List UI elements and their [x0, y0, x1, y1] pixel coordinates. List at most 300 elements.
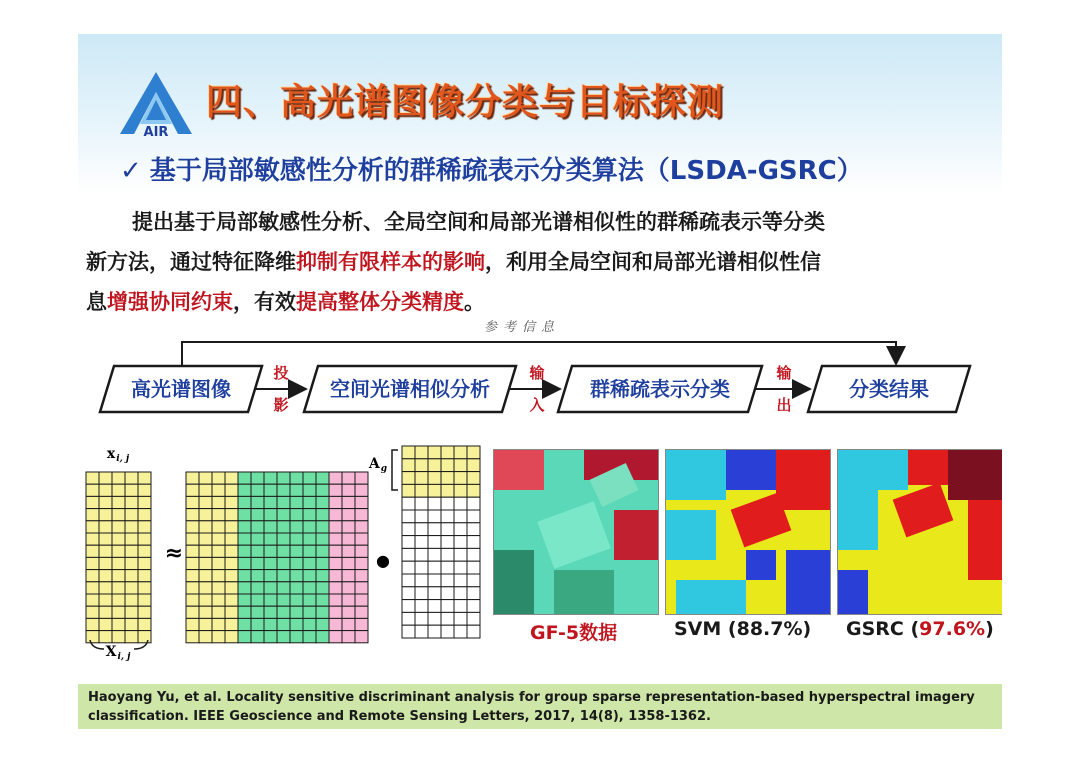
- matrix-dictionary-cell: [225, 618, 238, 630]
- matrix-dictionary-cell: [186, 472, 199, 484]
- connector-3-bottom: 出: [776, 396, 792, 414]
- matrix-dictionary-cell: [290, 570, 303, 582]
- matrix-dictionary-cell: [277, 631, 290, 643]
- matrix-x-cell: [99, 472, 112, 484]
- matrix-coefficients-cell: [415, 574, 428, 587]
- matrix-coefficients-cell: [428, 548, 441, 561]
- highlight-limited-samples: 抑制有限样本的影响: [296, 250, 485, 274]
- matrix-coefficients-cell: [415, 600, 428, 613]
- matrix-x-cell: [86, 618, 99, 630]
- matrix-coefficients-cell: [454, 536, 467, 549]
- matrix-dictionary-cell: [290, 557, 303, 569]
- matrix-x-cell: [86, 509, 99, 521]
- matrix-dictionary-cell: [303, 472, 316, 484]
- matrix-coefficients-cell: [467, 600, 480, 613]
- body-line-3-b: ，有效: [233, 290, 296, 314]
- matrix-dictionary-cell: [316, 472, 329, 484]
- matrix-dictionary-cell: [329, 618, 342, 630]
- matrix-dictionary-cell: [186, 594, 199, 606]
- flow-diagram: [78, 334, 1002, 424]
- matrix-coefficients-cell: [441, 600, 454, 613]
- matrix-coefficients-cell: [428, 625, 441, 638]
- matrix-dictionary-cell: [199, 472, 212, 484]
- page-title: 四、高光谱图像分类与目标探测: [206, 82, 725, 123]
- matrix-x-cell: [99, 570, 112, 582]
- matrix-dictionary-cell: [355, 472, 368, 484]
- matrix-x-cell: [112, 557, 125, 569]
- citation-line-2: classification. IEEE Geoscience and Remote Sensing Letters, 2017, 14(8), 1358-1362.: [88, 709, 711, 724]
- air-logo-icon: [116, 70, 196, 140]
- matrix-dictionary-cell: [212, 533, 225, 545]
- matrix-coefficients-cell: [428, 600, 441, 613]
- matrix-dictionary-cell: [264, 631, 277, 643]
- matrix-dictionary-cell: [290, 618, 303, 630]
- matrix-x-cell: [138, 496, 151, 508]
- matrix-dictionary-cell: [303, 631, 316, 643]
- matrix-x-cell: [112, 484, 125, 496]
- matrix-coefficients-cell: [415, 523, 428, 536]
- matrix-dictionary-cell: [329, 484, 342, 496]
- matrix-coefficients-cell: [467, 510, 480, 523]
- caption-svm: SVM (88.7%): [674, 618, 812, 640]
- matrix-dictionary-cell: [290, 594, 303, 606]
- matrix-dictionary-cell: [238, 472, 251, 484]
- matrix-dictionary-cell: [316, 509, 329, 521]
- matrix-dictionary-cell: [212, 582, 225, 594]
- matrix-coefficients-cell: [402, 523, 415, 536]
- matrix-dictionary-cell: [355, 496, 368, 508]
- matrix-dictionary-cell: [251, 545, 264, 557]
- matrix-x-cell: [112, 570, 125, 582]
- matrix-coefficients-cell: [454, 587, 467, 600]
- matrix-dictionary-cell: [277, 545, 290, 557]
- reference-tag: 参考信息: [484, 320, 561, 335]
- body-line-2-a: 新方法，通过特征降维: [86, 250, 296, 274]
- matrix-dictionary-cell: [342, 594, 355, 606]
- matrix-dictionary-cell: [303, 618, 316, 630]
- matrix-dictionary-cell: [186, 509, 199, 521]
- matrix-coefficients-cell: [441, 536, 454, 549]
- matrix-dictionary-cell: [225, 631, 238, 643]
- matrix-x-cell: [112, 631, 125, 643]
- logo-text: AIR: [143, 125, 169, 140]
- matrix-dictionary-cell: [251, 484, 264, 496]
- matrix-x-cell: [125, 496, 138, 508]
- matrix-coefficients-cell: [428, 523, 441, 536]
- matrix-coefficients-cell: [415, 497, 428, 510]
- matrix-coefficients: [402, 446, 480, 638]
- matrix-illustration: [78, 444, 490, 669]
- matrix-x-cell: [138, 484, 151, 496]
- matrix-dictionary-cell: [290, 509, 303, 521]
- matrix-dictionary-cell: [264, 521, 277, 533]
- matrix-x-cell: [86, 582, 99, 594]
- matrix-dictionary-cell: [316, 533, 329, 545]
- matrix-coefficients-cell: [454, 459, 467, 472]
- matrix-dictionary-cell: [342, 484, 355, 496]
- flow-box-4-label: 分类结果: [849, 377, 929, 401]
- matrix-dictionary-cell: [342, 509, 355, 521]
- matrix-dictionary-cell: [212, 606, 225, 618]
- flow-box-1-label: 高光谱图像: [131, 377, 231, 401]
- matrix-coefficients-cell: [441, 561, 454, 574]
- matrix-dictionary-cell: [355, 570, 368, 582]
- matrix-dictionary-cell: [212, 496, 225, 508]
- matrix-x-cell: [86, 594, 99, 606]
- matrix-dictionary-cell: [212, 631, 225, 643]
- citation-line-1: Haoyang Yu, et al. Locality sensitive discriminant analysis for group sparse representation-based hyperspectral imagery: [88, 690, 975, 705]
- matrix-x-cell: [99, 545, 112, 557]
- matrix-dictionary-cell: [316, 484, 329, 496]
- matrix-dictionary-cell: [264, 533, 277, 545]
- connector-1-bottom: 影: [273, 396, 289, 414]
- matrix-coefficients-cell: [415, 446, 428, 459]
- matrix-dictionary-cell: [238, 521, 251, 533]
- caption-gsrc-value: 97.6%: [919, 618, 986, 640]
- matrix-dictionary-cell: [316, 582, 329, 594]
- matrix-dictionary-cell: [303, 509, 316, 521]
- dot-symbol: ●: [376, 551, 390, 570]
- matrix-x-cell: [112, 582, 125, 594]
- matrix-dictionary-cell: [316, 618, 329, 630]
- matrix-x-cell: [99, 484, 112, 496]
- matrix-coefficients-cell: [402, 446, 415, 459]
- bracket-a-icon: [392, 450, 398, 490]
- matrix-dictionary-cell: [225, 545, 238, 557]
- flow-box-2-label: 空间光谱相似分析: [330, 377, 490, 401]
- matrix-dictionary-cell: [238, 496, 251, 508]
- matrix-coefficients-cell: [467, 446, 480, 459]
- matrix-dictionary-cell: [238, 618, 251, 630]
- matrix-dictionary-cell: [329, 570, 342, 582]
- matrix-x-cell: [112, 521, 125, 533]
- matrix-coefficients-cell: [454, 510, 467, 523]
- matrix-coefficients-cell: [454, 484, 467, 497]
- matrix-dictionary-cell: [355, 521, 368, 533]
- matrix-x-cell: [86, 570, 99, 582]
- matrix-coefficients-cell: [415, 587, 428, 600]
- matrix-coefficients-cell: [415, 612, 428, 625]
- matrix-dictionary-cell: [212, 509, 225, 521]
- matrix-dictionary-cell: [199, 521, 212, 533]
- matrix-x-cell: [125, 545, 138, 557]
- matrix-dictionary-cell: [238, 484, 251, 496]
- matrix-dictionary-cell: [316, 606, 329, 618]
- matrix-dictionary: [186, 472, 368, 643]
- feedback-arrow: [182, 342, 896, 366]
- matrix-dictionary-cell: [238, 557, 251, 569]
- caption-gf5: GF-5数据: [530, 622, 618, 644]
- matrix-dictionary-cell: [303, 484, 316, 496]
- checkmark-icon: ✓: [120, 156, 142, 186]
- matrix-dictionary-cell: [225, 606, 238, 618]
- matrix-dictionary-cell: [199, 582, 212, 594]
- matrix-dictionary-cell: [264, 484, 277, 496]
- matrix-dictionary-cell: [186, 521, 199, 533]
- matrix-dictionary-cell: [264, 496, 277, 508]
- result-tile-gsrc: [837, 449, 1002, 615]
- matrix-x-cell: [99, 509, 112, 521]
- matrix-dictionary-cell: [199, 496, 212, 508]
- matrix-coefficients-cell: [428, 587, 441, 600]
- matrix-coefficients-cell: [402, 484, 415, 497]
- connector-2-bottom: 入: [529, 396, 545, 414]
- matrix-coefficients-cell: [428, 497, 441, 510]
- matrix-dictionary-cell: [199, 533, 212, 545]
- matrix-dictionary-cell: [186, 570, 199, 582]
- approx-symbol: ≈: [164, 541, 184, 566]
- matrix-coefficients-cell: [428, 472, 441, 485]
- matrix-coefficients-cell: [428, 459, 441, 472]
- matrix-coefficients-cell: [454, 446, 467, 459]
- highlight-accuracy: 提高整体分类精度: [296, 290, 464, 314]
- matrix-coefficients-cell: [454, 523, 467, 536]
- matrix-dictionary-cell: [264, 570, 277, 582]
- matrix-x-cell: [138, 618, 151, 630]
- matrix-x-cell: [86, 521, 99, 533]
- matrix-dictionary-cell: [316, 545, 329, 557]
- matrix-coefficients-cell: [402, 472, 415, 485]
- matrix-dictionary-cell: [251, 509, 264, 521]
- matrix-dictionary-cell: [277, 496, 290, 508]
- matrix-x-cell: [112, 509, 125, 521]
- matrix-dictionary-cell: [199, 618, 212, 630]
- matrix-x-cell: [99, 557, 112, 569]
- matrix-dictionary-cell: [303, 606, 316, 618]
- matrix-coefficients-cell: [415, 536, 428, 549]
- matrix-dictionary-cell: [238, 582, 251, 594]
- matrix-coefficients-cell: [467, 459, 480, 472]
- matrix-coefficients-cell: [402, 459, 415, 472]
- matrix-dictionary-cell: [316, 594, 329, 606]
- matrix-x-cell: [125, 594, 138, 606]
- matrix-dictionary-cell: [342, 570, 355, 582]
- matrix-x-cell: [99, 606, 112, 618]
- matrix-x-cell: [138, 606, 151, 618]
- body-line-3-c: 。: [464, 290, 485, 314]
- matrix-dictionary-cell: [212, 484, 225, 496]
- matrix-dictionary-cell: [290, 472, 303, 484]
- matrix-dictionary-cell: [251, 582, 264, 594]
- matrix-dictionary-cell: [186, 631, 199, 643]
- matrix-dictionary-cell: [225, 472, 238, 484]
- matrix-coefficients-cell: [441, 587, 454, 600]
- body-line-3-a: 息: [86, 290, 107, 314]
- matrix-dictionary-cell: [303, 570, 316, 582]
- body-line-2: [86, 242, 996, 282]
- matrix-coefficients-cell: [402, 497, 415, 510]
- matrix-dictionary-cell: [316, 631, 329, 643]
- matrix-dictionary-cell: [342, 631, 355, 643]
- matrix-dictionary-cell: [212, 594, 225, 606]
- matrix-coefficients-cell: [467, 536, 480, 549]
- matrix-coefficients-cell: [415, 484, 428, 497]
- matrix-dictionary-cell: [303, 557, 316, 569]
- caption-gsrc: [846, 618, 994, 640]
- matrix-coefficients-cell: [467, 561, 480, 574]
- matrix-dictionary-cell: [251, 631, 264, 643]
- matrix-dictionary-cell: [225, 521, 238, 533]
- matrix-coefficients-cell: [428, 536, 441, 549]
- matrix-x-cell: [125, 509, 138, 521]
- matrix-dictionary-cell: [225, 582, 238, 594]
- matrix-coefficients-cell: [428, 446, 441, 459]
- matrix-dictionary-cell: [225, 533, 238, 545]
- matrix-dictionary-cell: [199, 606, 212, 618]
- matrix-dictionary-cell: [238, 545, 251, 557]
- matrix-x-cell: [112, 533, 125, 545]
- matrix-coefficients-cell: [454, 561, 467, 574]
- matrix-dictionary-cell: [355, 631, 368, 643]
- matrix-coefficients-cell: [402, 600, 415, 613]
- matrix-x-cell: [99, 521, 112, 533]
- matrix-x-cell: [86, 631, 99, 643]
- matrix-coefficients-cell: [454, 574, 467, 587]
- matrix-dictionary-cell: [251, 570, 264, 582]
- matrix-coefficients-cell: [454, 548, 467, 561]
- matrix-coefficients-cell: [454, 497, 467, 510]
- matrix-x-cell: [125, 484, 138, 496]
- matrix-coefficients-cell: [402, 548, 415, 561]
- matrix-dictionary-cell: [277, 570, 290, 582]
- matrix-dictionary-cell: [199, 557, 212, 569]
- matrix-dictionary-cell: [329, 582, 342, 594]
- matrix-dictionary-cell: [212, 472, 225, 484]
- matrix-dictionary-cell: [277, 484, 290, 496]
- matrix-x-cell: [99, 496, 112, 508]
- matrix-dictionary-cell: [238, 594, 251, 606]
- matrix-coefficients-cell: [454, 612, 467, 625]
- matrix-dictionary-cell: [329, 521, 342, 533]
- matrix-x-cell: [125, 557, 138, 569]
- matrix-coefficients-cell: [441, 523, 454, 536]
- matrix-coefficients-cell: [402, 561, 415, 574]
- matrix-dictionary-cell: [251, 606, 264, 618]
- matrix-x-cell: [86, 533, 99, 545]
- matrix-dictionary-cell: [342, 545, 355, 557]
- matrix-coefficients-cell: [415, 459, 428, 472]
- matrix-dictionary-cell: [264, 545, 277, 557]
- matrix-dictionary-cell: [355, 618, 368, 630]
- matrix-x-cell: [99, 594, 112, 606]
- body-line-1: [86, 202, 996, 242]
- matrix-coefficients-cell: [441, 472, 454, 485]
- matrix-x-cell: [125, 606, 138, 618]
- matrix-coefficients-cell: [441, 446, 454, 459]
- highlight-collab-constraint: 增强协同约束: [107, 290, 233, 314]
- matrix-dictionary-cell: [290, 545, 303, 557]
- matrix-coefficients-cell: [428, 612, 441, 625]
- matrix-dictionary-cell: [238, 570, 251, 582]
- matrix-x-cell: [138, 557, 151, 569]
- matrix-x-cell: [138, 472, 151, 484]
- matrix-dictionary-cell: [251, 618, 264, 630]
- matrix-dictionary-cell: [264, 472, 277, 484]
- matrix-dictionary-cell: [199, 509, 212, 521]
- matrix-dictionary-cell: [355, 606, 368, 618]
- matrix-dictionary-cell: [277, 557, 290, 569]
- citation-box: [78, 684, 1002, 729]
- matrix-x-cell: [125, 521, 138, 533]
- matrix-dictionary-cell: [290, 533, 303, 545]
- matrix-coefficients-cell: [467, 612, 480, 625]
- matrix-dictionary-cell: [225, 509, 238, 521]
- matrix-dictionary-cell: [277, 606, 290, 618]
- connector-3-top: 输: [776, 364, 792, 382]
- body-line-2-b: ，利用全局空间和局部光谱相似性信: [485, 250, 821, 274]
- matrix-x-cell: [86, 484, 99, 496]
- matrix-coefficients-cell: [441, 574, 454, 587]
- slide: [78, 34, 1002, 729]
- matrix-dictionary-cell: [199, 484, 212, 496]
- matrix-coefficients-cell: [441, 510, 454, 523]
- matrix-x-cell: [86, 545, 99, 557]
- matrix-coefficients-cell: [467, 472, 480, 485]
- matrix-coefficients-cell: [467, 484, 480, 497]
- matrix-dictionary-cell: [277, 472, 290, 484]
- matrix-dictionary-cell: [329, 606, 342, 618]
- matrix-dictionary-cell: [329, 533, 342, 545]
- matrix-dictionary-cell: [355, 557, 368, 569]
- matrix-dictionary-cell: [225, 496, 238, 508]
- matrix-dictionary-cell: [225, 570, 238, 582]
- caption-gsrc-b: ): [985, 618, 994, 640]
- matrix-dictionary-cell: [199, 594, 212, 606]
- matrix-coefficients-cell: [467, 497, 480, 510]
- matrix-coefficients-cell: [454, 625, 467, 638]
- matrix-x-cell: [112, 594, 125, 606]
- matrix-dictionary-cell: [355, 545, 368, 557]
- subtitle-text: 基于局部敏感性分析的群稀疏表示分类算法（LSDA-GSRC）: [149, 156, 863, 186]
- matrix-dictionary-cell: [342, 496, 355, 508]
- matrix-coefficients-cell: [415, 472, 428, 485]
- matrix-dictionary-cell: [355, 594, 368, 606]
- matrix-dictionary-cell: [186, 484, 199, 496]
- matrix-x-cell: [138, 631, 151, 643]
- matrix-dictionary-cell: [264, 582, 277, 594]
- matrix-dictionary-cell: [264, 606, 277, 618]
- matrix-coefficients-cell: [467, 574, 480, 587]
- matrix-dictionary-cell: [342, 521, 355, 533]
- matrix-dictionary-cell: [212, 570, 225, 582]
- matrix-x-cell: [112, 618, 125, 630]
- matrix-x-cell: [86, 472, 99, 484]
- matrix-dictionary-cell: [329, 631, 342, 643]
- subtitle: [120, 150, 863, 187]
- matrix-dictionary-cell: [329, 557, 342, 569]
- matrix-dictionary-cell: [355, 484, 368, 496]
- matrix-dictionary-cell: [329, 594, 342, 606]
- matrix-coefficients-cell: [441, 625, 454, 638]
- matrix-dictionary-cell: [225, 557, 238, 569]
- matrix-coefficients-cell: [402, 574, 415, 587]
- matrix-coefficients-cell: [441, 459, 454, 472]
- matrix-dictionary-cell: [329, 472, 342, 484]
- matrix-dictionary-cell: [303, 521, 316, 533]
- body-line-1-text: 提出基于局部敏感性分析、全局空间和局部光谱相似性的群稀疏表示等分类: [132, 210, 825, 234]
- matrix-x-cell: [138, 594, 151, 606]
- matrix-dictionary-cell: [290, 496, 303, 508]
- matrix-dictionary-cell: [186, 606, 199, 618]
- matrix-coefficients-cell: [402, 587, 415, 600]
- matrix-dictionary-cell: [251, 557, 264, 569]
- matrix-dictionary-cell: [355, 533, 368, 545]
- matrix-dictionary-cell: [199, 570, 212, 582]
- matrix-dictionary-cell: [212, 545, 225, 557]
- matrix-dictionary-cell: [303, 582, 316, 594]
- matrix-coefficients-cell: [428, 561, 441, 574]
- matrix-dictionary-cell: [316, 570, 329, 582]
